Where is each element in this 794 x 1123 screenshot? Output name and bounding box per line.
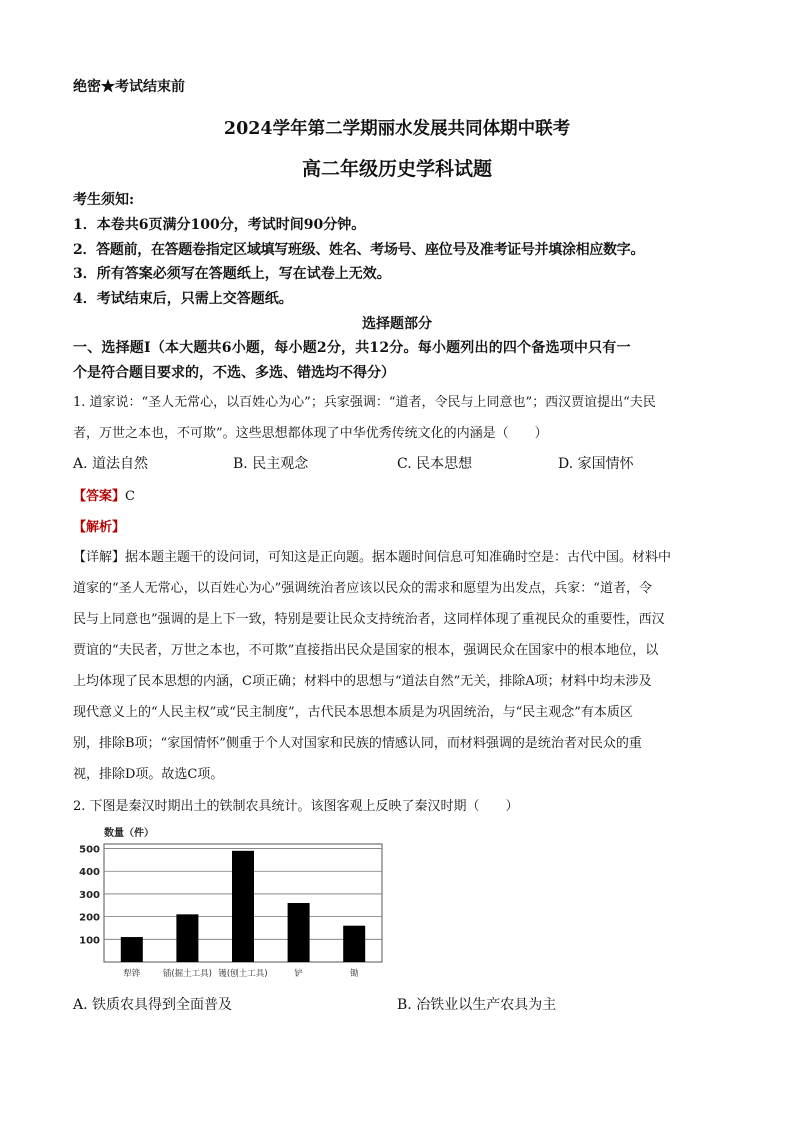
bar xyxy=(288,903,310,962)
detail-line: 【详解】据本题主题干的设问词，可知这是正向题。据本题时间信息可知准确时空是：古代中国。材料中 xyxy=(73,550,672,565)
iron-tools-bar-chart xyxy=(74,826,389,986)
q1-stem: 者，万世之本也，不可欺”。这些思想都体现了中华优秀传统文化的内涵是（ ） xyxy=(73,426,548,441)
detail-line: 上均体现了民本思想的内涵，C项正确；材料中的思想与“道法自然”无关，排除A项；材料中均未涉及 xyxy=(73,674,652,689)
q1-answer xyxy=(73,485,135,504)
x-tick-label: 锄 xyxy=(349,969,359,979)
bar xyxy=(343,926,365,962)
section-intro: 一、选择题Ⅰ（本大题共6小题，每小题2分，共12分。每小题列出的四个备选项中只有一 xyxy=(73,340,631,356)
q2-option-b: B. 冶铁业以生产农具为主 xyxy=(397,997,557,1013)
y-tick-label: 200 xyxy=(79,912,100,924)
q2-option-a: A. 铁质农具得到全面普及 xyxy=(73,997,233,1013)
q1-option-d: D. 家国情怀 xyxy=(558,456,634,472)
confidential-label: 绝密★考试结束前 xyxy=(73,79,185,95)
section-title: 选择题部分 xyxy=(362,316,432,332)
q1-option-b: B. 民主观念 xyxy=(233,456,309,472)
notice-item: 1．本卷共6页满分100分，考试时间90分钟。 xyxy=(73,217,366,233)
detail-line: 民与上同意也”强调的是上下一致，特别是要让民众支持统治者，这同样体现了重视民众的重要性，西汉 xyxy=(73,612,665,627)
exam-subtitle: 高二年级历史学科试题 xyxy=(301,158,492,180)
x-tick-label: 镬(刨土工具) xyxy=(218,969,268,979)
notice-item: 2．答题前，在答题卷指定区域填写班级、姓名、考场号、座位号及准考证号并填涂相应数字。 xyxy=(73,242,645,258)
x-tick-label: 铲 xyxy=(294,969,303,979)
detail-line: 别，排除B项；“家国情怀”侧重于个人对国家和民族的情感认同，而材料强调的是统治者对民众的重 xyxy=(73,736,642,751)
section-intro: 个是符合题目要求的，不选、多选、错选均不得分） xyxy=(73,365,395,381)
x-tick-label: 锸(掘土工具) xyxy=(162,969,212,979)
detail-line: 道家的“圣人无常心，以百姓心为心”强调统治者应该以民众的需求和愿望为出发点，兵家：“道者，令 xyxy=(73,581,652,596)
q1-option-c: C. 民本思想 xyxy=(397,456,473,472)
detail-line: 视，排除D项。故选C项。 xyxy=(73,767,224,782)
notice-item: 4．考试结束后，只需上交答题纸。 xyxy=(73,291,293,307)
answer-tag: 【答案】 xyxy=(73,489,126,504)
bar xyxy=(176,914,198,962)
analysis-tag: 【解析】 xyxy=(73,520,126,535)
notice-item: 3．所有答案必须写在答题纸上，写在试卷上无效。 xyxy=(73,266,391,282)
y-axis-label: 数量（件） xyxy=(104,828,154,839)
y-tick-label: 300 xyxy=(79,889,100,901)
exam-title: 2024学年第二学期丽水发展共同体期中联考 xyxy=(223,119,571,139)
bar xyxy=(232,851,254,962)
y-tick-label: 400 xyxy=(79,867,100,879)
y-tick-label: 500 xyxy=(79,844,100,856)
detail-line: 现代意义上的“人民主权”或“民主制度”，古代民本思想本质是为巩固统治，与“民主观念”有本质区 xyxy=(73,705,633,720)
y-tick-label: 100 xyxy=(79,935,100,947)
q2-stem: 2. 下图是秦汉时期出土的铁制农具统计。该图客观上反映了秦汉时期（ ） xyxy=(73,799,519,814)
answer-value: C xyxy=(125,489,135,504)
notice-heading: 考生须知: xyxy=(73,192,135,208)
bar xyxy=(121,937,143,962)
x-tick-label: 犁铧 xyxy=(123,969,141,979)
q1-option-a: A. 道法自然 xyxy=(73,456,149,472)
q1-stem: 1. 道家说：“圣人无常心，以百姓心为心”；兵家强调：“道者，令民与上同意也”；西汉贾谊提出“夫民 xyxy=(73,395,656,410)
detail-line: 贾谊的“夫民者，万世之本也，不可欺”直接指出民众是国家的根本，强调民众在国家中的根本地位，以 xyxy=(73,643,659,658)
